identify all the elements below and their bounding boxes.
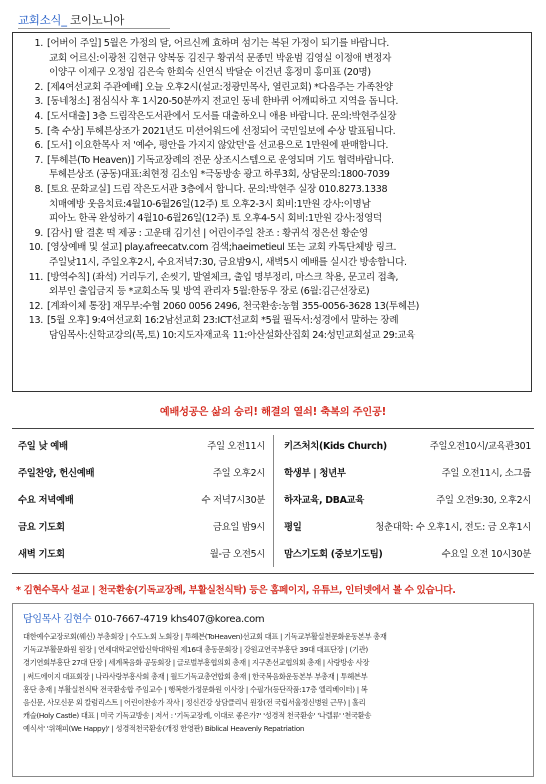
schedule-row	[12, 489, 267, 513]
news-item-line: 주일낮11시, 주일오후2시, 수요저녁7:30, 금요밤9시, 새벽5시 예배를 실시간 방송합니다.	[49, 256, 407, 268]
pastor-bio-line: 대한예수교장로회(웨신) 부총회장 | 수도노회 노회장 | 투헤븐(ToHeaven)선교회 대표 | 기독교부활실천문화운동본부 총재	[23, 632, 387, 641]
news-item-line: [투헤븐(To Heaven)] 기독교장례의 전문 상조시스템으로 운영되며 기도 협력바랍니다.	[47, 154, 394, 166]
pastor-bio-line: | 써드에이지 대표회장 | 나라사랑부흥사회 총재 | 월드기독교총연합회 총재 | 한국복음화운동본부 부총재 | 투헤븐부	[23, 671, 368, 681]
news-item	[21, 227, 523, 242]
news-item-line: 이양구 이제구 오정임 김은숙 한희숙 신연식 박달순 이건년 홍정미 홍미표 (20명)	[49, 67, 371, 79]
schedule-label: 금요 기도회	[18, 522, 65, 533]
schedule-time: 주일 오후2시	[212, 468, 265, 479]
news-list	[21, 37, 523, 343]
news-item-number: 11.	[28, 271, 43, 283]
worship-schedule	[12, 428, 534, 574]
schedule-row	[12, 462, 267, 486]
news-item	[21, 139, 523, 154]
news-item	[21, 271, 523, 300]
news-item-line: [방역수칙] (좌석) 거리두기, 손씻기, 발열체크, 출입 명부정리, 마스크 착용, 문고리 접촉,	[47, 271, 399, 283]
section-category: 교회소식_	[18, 13, 67, 27]
schedule-time: 청춘대학: 수 오후1시, 전도: 금 오후1시	[375, 522, 531, 533]
news-item	[21, 37, 523, 81]
news-item-line: [축 수상] 투헤븐상조가 2021년도 미션어워드에 선정되어 국민일보에 수상 발표됩니다.	[47, 125, 396, 137]
news-item-number: 8.	[34, 183, 43, 195]
news-item-line: 피아노 한곡 완성하기 4월10-6월26일(12주) 토 오후4-5시 회비:1만원 강사:정영덕	[49, 213, 382, 225]
news-item-number: 3.	[34, 96, 43, 108]
pastor-bio-line: 기독교부활문화원 원장 | 연세대학교연합신학대학원 제16대 총동문회장 | 강원교연국부흥단 39대 대표단장 | (기관)	[23, 645, 368, 655]
news-box	[12, 32, 532, 392]
news-item-number: 4.	[34, 110, 43, 122]
news-item-number: 2.	[34, 81, 43, 93]
news-item-number: 6.	[34, 140, 43, 152]
news-item-line: 담임목사:신학교강의(목,토) 10:지도자재교육 11:아산설화산집회 24:성민교회설교 29:교육	[49, 329, 416, 341]
section-header	[18, 12, 124, 28]
pastor-box	[12, 603, 534, 777]
schedule-row	[278, 516, 533, 540]
news-item-line: 치매예방 웃음치료:4월10-6월26일(12주) 토 오후2-3시 회비:1만원 강사:이명남	[49, 198, 371, 210]
section-subtitle: 코이노니아	[70, 13, 125, 27]
news-item-line: [어버이 주일] 5월은 가정의 달, 어르신께 효하며 섬기는 복된 가정이 되기를 바랍니다.	[47, 38, 389, 49]
news-item	[21, 154, 523, 183]
header-underline	[18, 28, 170, 29]
media-note: * 김현수목사 설교 | 천국환송(기독교장례, 부활실천식탁) 등은 홈페이지, 유튜브, 인터넷에서 볼 수 있습니다.	[16, 585, 456, 596]
pastor-bio-line: 경기연회부흥단 27대 단장 | 세계복음화 공동회장 | 글로벌부흥협의회 총재 | 지구촌선교협의회 총재 | 사랑방송 사장	[23, 658, 370, 668]
news-item-line: 투헤븐상조 (공동)대표:최현정 김소임 *극동방송 광고 하루3회, 상담문의:1800-7039	[49, 169, 390, 181]
pastor-bio-line: 예식서' '위해피(We Happy)' | 성경적천국환송(개정 한영판) Biblical Heavenly Repatriation	[23, 724, 305, 734]
news-item-number: 13.	[28, 315, 43, 327]
news-item	[21, 110, 523, 125]
news-item-line: [계좌이체 통장] 재무부:수협 2060 0056 2496, 천국환송:농협 355-0056-3628 13(투헤븐)	[47, 300, 420, 312]
news-item	[21, 95, 523, 110]
pastor-contact: 010-7667-4719 khs407@korea.com	[94, 614, 265, 625]
schedule-time: 주일 오전11시, 소그룹	[441, 468, 531, 479]
news-item	[21, 314, 523, 343]
schedule-label: 학생부 | 청년부	[284, 468, 346, 479]
news-item-line: [동네청소] 점심식사 후 1시20-50분까지 전교인 동네 한바퀴 어깨띠하고 지역을 돕니다.	[47, 96, 399, 108]
schedule-row	[278, 489, 533, 513]
news-item-number: 12.	[28, 300, 43, 312]
schedule-time: 월-금 오전5시	[209, 549, 265, 560]
schedule-time: 금요일 밤9시	[212, 522, 265, 533]
schedule-label: 평일	[284, 522, 302, 533]
schedule-row	[278, 435, 533, 459]
schedule-label: 새벽 기도회	[18, 549, 65, 560]
schedule-label: 주일 낮 예배	[18, 441, 68, 452]
news-item-line: [제4여선교회 주관예배] 오늘 오후2시(설교:정광민목사, 열린교회) *다음주는 가족찬양	[47, 81, 393, 93]
news-item	[21, 300, 523, 315]
pastor-header	[23, 610, 523, 625]
news-item-number: 9.	[34, 227, 43, 239]
schedule-row	[278, 462, 533, 486]
schedule-label: 맘스기도회 (중보기도팀)	[284, 549, 383, 560]
pastor-bio-line: 흥단 총재 | 부활실천식탁 전국환송합 주임교수 | 행복한가정문화원 이사장 | 수필가(등단작품:17층 엘리베이터) | 복	[23, 684, 368, 694]
news-item-line: [영상예배 및 설교] play.afreecatv.com 검색;haeimetieul 또는 교회 카톡단체방 링크.	[47, 242, 397, 254]
news-item-number: 5.	[34, 125, 43, 137]
schedule-label: 수요 저녁예배	[18, 495, 74, 506]
schedule-label: 키즈처치(Kids Church)	[284, 441, 387, 452]
schedule-time: 주일 오전9:30, 오후2시	[436, 495, 531, 506]
news-item-line: 교회 어르신:이광천 김현규 양복동 김진구 황귀석 문종민 박윤범 김영실 이정애 변정자	[49, 52, 391, 64]
schedule-row	[12, 516, 267, 540]
news-item-line: [5월 오후] 9:4여선교회 16:2남선교회 23:ICT선교회 *5월 필독서:성경에서 말하는 장례	[47, 315, 399, 327]
news-item	[21, 81, 523, 96]
news-item	[21, 125, 523, 140]
news-item-number: 10.	[28, 242, 43, 254]
schedule-time: 수 저녁7시30분	[201, 495, 265, 506]
news-item-line: [도서] 이요한목사 저 '예수, 평안을 가지지 않았던'을 선교용으로 1만원에 판매합니다.	[47, 140, 389, 152]
schedule-row	[12, 435, 267, 459]
schedule-divider	[273, 435, 274, 567]
news-item-number: 7.	[34, 154, 43, 166]
schedule-row	[12, 543, 267, 567]
news-item-line: [토요 문화교실] 드림 작은도서관 3층에서 합니다. 문의:박현주 실장 010.8273.1338	[47, 183, 388, 195]
news-item-number: 1.	[34, 38, 43, 49]
pastor-bio-line: 음신문, 사모신문 외 칼럼리스트 | 어린이찬송가 작사 | 정신건강 상담클리닉 원장(전 국립서울정신병원 근무) | 홀리	[23, 698, 366, 708]
schedule-time: 수요일 오전 10시30분	[441, 549, 531, 560]
pastor-name: 담임목사 김현수	[23, 614, 92, 625]
pastor-bio-line: 캐슬(Holy Castle) 대표 | 미국 기독교방송 | 저서 : '기독교장례, 이대로 좋은가?' '성경적 천국환송' '나렐류' '천국환송	[23, 711, 372, 721]
schedule-time: 주일 오전11시	[207, 441, 265, 452]
slogan: 예배성공은 삶의 승리! 해결의 열쇠! 축복의 주인공!	[159, 407, 387, 418]
schedule-time: 주일오전10시/교육관301	[429, 441, 531, 452]
news-item-line: [감사] 딸 결혼 떡 제공 : 고운태 김기선 | 어린이주일 찬조 : 황귀석 정은선 황순영	[47, 227, 368, 239]
schedule-row	[278, 543, 533, 567]
pastor-bio	[23, 630, 523, 736]
schedule-label: 하자교육, DBA교육	[284, 495, 365, 506]
news-item	[21, 183, 523, 227]
news-item-line: [도서대출] 3층 드림작은도서관에서 도서를 대출하오니 애용 바랍니다. 문의:박현주실장	[47, 110, 397, 122]
news-item-line: 외부인 출입금지 등 *교회소독 및 방역 관리자 5월:한동우 장로 (6월:김근선장로)	[49, 286, 370, 298]
schedule-label: 주일찬양, 헌신예배	[18, 468, 95, 479]
news-item	[21, 241, 523, 270]
